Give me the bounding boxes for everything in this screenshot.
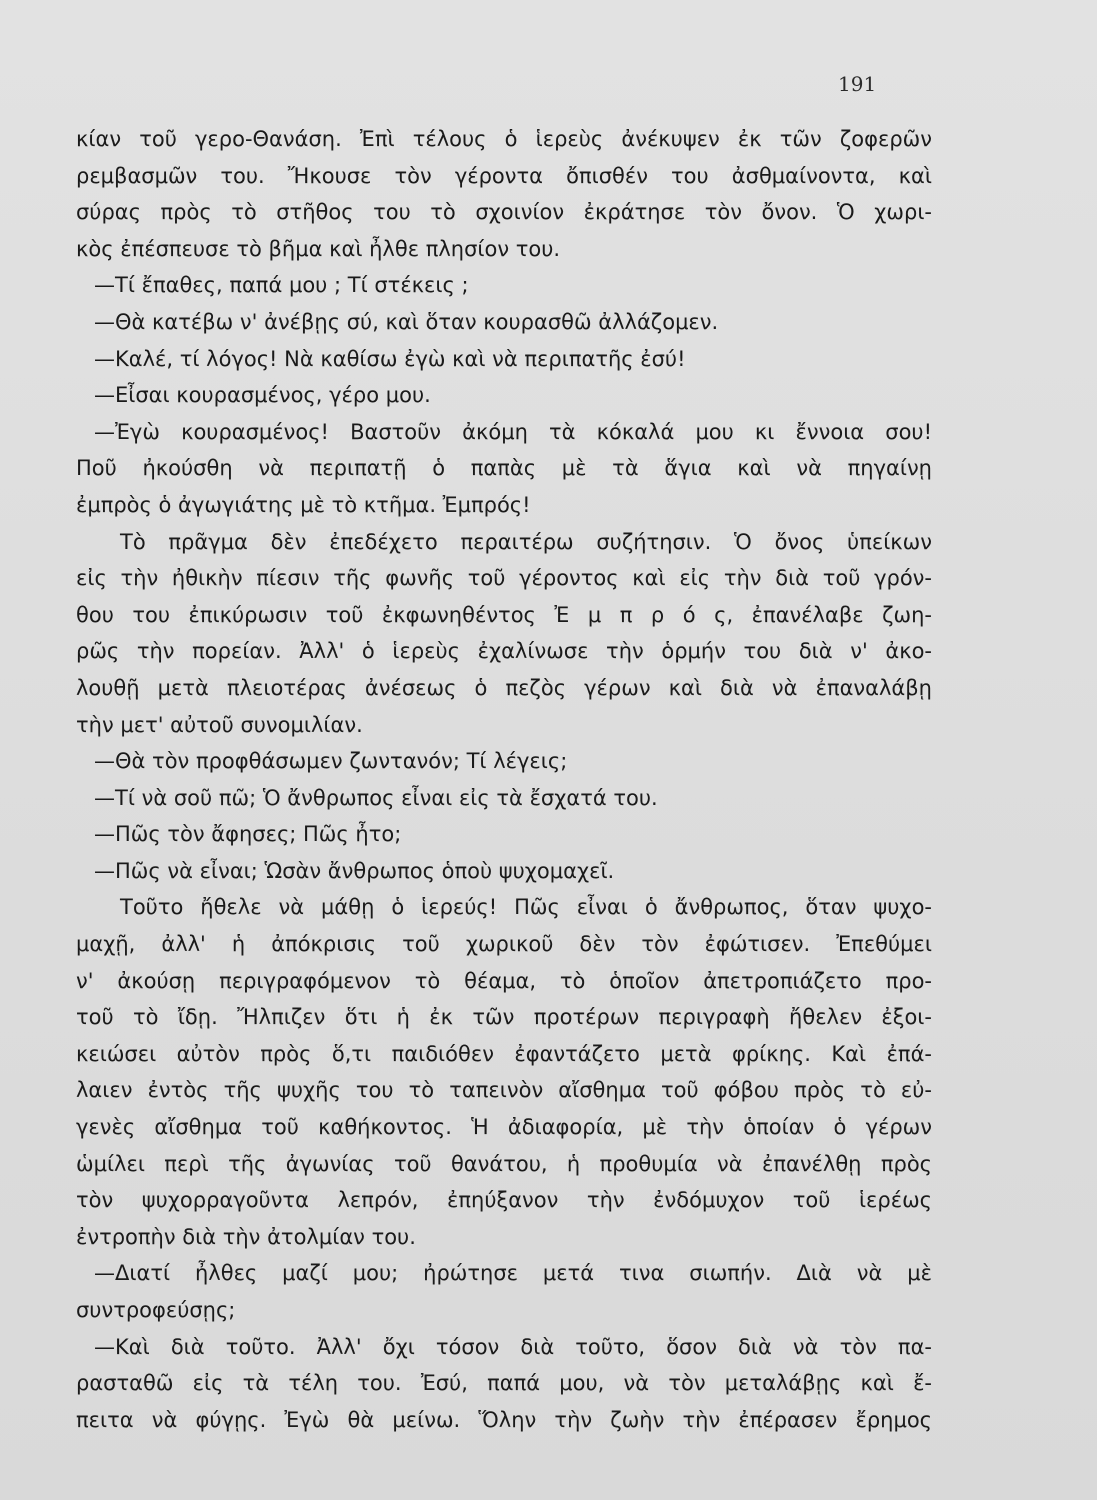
dialogue-line: —Θὰ κατέβω ν' ἀνέβῃς σύ, καὶ ὅταν κουρασθῶ ἀλλάζομεν.: [94, 309, 719, 334]
text-line: κὸς ἐπέσπευσε τὸ βῆμα καὶ ἦλθε πλησίον του.: [76, 236, 561, 261]
dialogue-line: —Καλέ, τί λόγος! Νὰ καθίσω ἐγὼ καὶ νὰ περιπατῆς ἐσύ!: [94, 346, 686, 371]
text-line: ρῶς τὴν πορείαν. Ἀλλ' ὁ ἱερεὺς ἐχαλίνωσε τὴν ὁρμήν του διὰ ν' ἀκο-: [76, 639, 932, 664]
text-line: κειώσει αὐτὸν πρὸς ὅ,τι παιδιόθεν ἐφαντάζετο μετὰ φρίκης. Καὶ ἐπά-: [76, 1041, 932, 1066]
page-number: 191: [838, 72, 877, 96]
text-line: μαχῇ, ἀλλ' ἡ ἀπόκρισις τοῦ χωρικοῦ δὲν τὸν ἐφώτισεν. Ἐπεθύμει: [76, 932, 932, 957]
text-line: Ποῦ ἠκούσθη νὰ περιπατῇ ὁ παπὰς μὲ τὰ ἅγια καὶ νὰ πηγαίνῃ: [76, 456, 932, 481]
text-line: τὸν ψυχορραγοῦντα λεπρόν, ἐπηύξανον τὴν ἐνδόμυχον τοῦ ἱερέως: [76, 1188, 932, 1213]
text-line: ὡμίλει περὶ τῆς ἀγωνίας τοῦ θανάτου, ἡ προθυμία νὰ ἐπανέλθῃ πρὸς: [76, 1151, 932, 1176]
dialogue-line: —Διατί ἦλθες μαζί μου; ἠρώτησε μετά τινα σιωπήν. Διὰ νὰ μὲ: [94, 1261, 932, 1286]
paragraph-start: Τὸ πρᾶγμα δὲν ἐπεδέχετο περαιτέρω συζήτησιν. Ὁ ὄνος ὑπείκων: [120, 529, 932, 554]
text-line: ρεμβασμῶν του. Ἤκουσε τὸν γέροντα ὄπισθέν του ἀσθμαίνοντα, καὶ: [76, 163, 932, 188]
dialogue-line: —Εἶσαι κουρασμένος, γέρο μου.: [94, 383, 431, 408]
body-text: [76, 121, 932, 1438]
text-line: γενὲς αἴσθημα τοῦ καθήκοντος. Ἡ ἀδιαφορία, μὲ τὴν ὁποίαν ὁ γέρων: [76, 1115, 932, 1140]
text-line: σύρας πρὸς τὸ στῆθος του τὸ σχοινίον ἐκράτησε τὸν ὄνον. Ὁ χωρι-: [76, 200, 932, 225]
dialogue-line: —Θὰ τὸν προφθάσωμεν ζωντανόν; Τί λέγεις;: [94, 749, 568, 774]
text-line: τοῦ τὸ ἴδῃ. Ἤλπιζεν ὅτι ἡ ἐκ τῶν προτέρων περιγραφὴ ἤθελεν ἐξοι-: [76, 1005, 932, 1030]
text-line: ρασταθῶ εἰς τὰ τέλη του. Ἐσύ, παπά μου, νὰ τὸν μεταλάβῃς καὶ ἔ-: [76, 1371, 932, 1396]
dialogue-line: —Πῶς τὸν ἄφησες; Πῶς ἦτο;: [94, 822, 402, 847]
text-line: συντροφεύσῃς;: [76, 1298, 236, 1322]
dialogue-line: —Τί νὰ σοῦ πῶ; Ὁ ἄνθρωπος εἶναι εἰς τὰ ἔσχατά του.: [94, 785, 658, 810]
text-line: τὴν μετ' αὐτοῦ συνομιλίαν.: [76, 712, 363, 737]
dialogue-line: —Τί ἔπαθες, παπά μου ; Τί στέκεις ;: [94, 273, 469, 298]
text-line: λουθῇ μετὰ πλειοτέρας ἀνέσεως ὁ πεζὸς γέρων καὶ διὰ νὰ ἐπαναλάβῃ: [76, 675, 932, 700]
dialogue-line: —Καὶ διὰ τοῦτο. Ἀλλ' ὄχι τόσον διὰ τοῦτο, ὅσον διὰ νὰ τὸν πα-: [94, 1334, 932, 1359]
dialogue-line: —Ἐγὼ κουρασμένος! Βαστοῦν ἀκόμη τὰ κόκαλά μου κι ἔννοια σου!: [94, 419, 932, 444]
text-line: λαιεν ἐντὸς τῆς ψυχῆς του τὸ ταπεινὸν αἴσθημα τοῦ φόβου πρὸς τὸ εὐ-: [76, 1078, 932, 1103]
text-line: πειτα νὰ φύγῃς. Ἐγὼ θὰ μείνω. Ὅλην τὴν ζωὴν τὴν ἐπέρασεν ἔρημος: [76, 1407, 932, 1432]
text-line: ἐντροπὴν διὰ τὴν ἀτολμίαν του.: [76, 1224, 416, 1249]
text-line: θου του ἐπικύρωσιν τοῦ ἐκφωνηθέντος Ἐ μ π ρ ό ς, ἐπανέλαβε ζωη-: [76, 602, 932, 627]
paragraph-start: Τοῦτο ἤθελε νὰ μάθῃ ὁ ἱερεύς! Πῶς εἶναι ὁ ἄνθρωπος, ὅταν ψυχο-: [120, 895, 932, 920]
text-line: εἰς τὴν ἠθικὴν πίεσιν τῆς φωνῆς τοῦ γέροντος καὶ εἰς τὴν διὰ τοῦ γρόν-: [76, 566, 932, 591]
text-line: κίαν τοῦ γερο-Θανάση. Ἐπὶ τέλους ὁ ἱερεὺς ἀνέκυψεν ἐκ τῶν ζοφερῶν: [76, 127, 932, 151]
text-line: ἐμπρὸς ὁ ἀγωγιάτης μὲ τὸ κτῆμα. Ἐμπρός!: [76, 492, 531, 517]
text-line: ν' ἀκούσῃ περιγραφόμενον τὸ θέαμα, τὸ ὁποῖον ἀπετροπιάζετο προ-: [76, 968, 932, 993]
dialogue-line: —Πῶς νὰ εἶναι; Ὡσὰν ἄνθρωπος ὁποὺ ψυχομαχεῖ.: [94, 858, 615, 883]
